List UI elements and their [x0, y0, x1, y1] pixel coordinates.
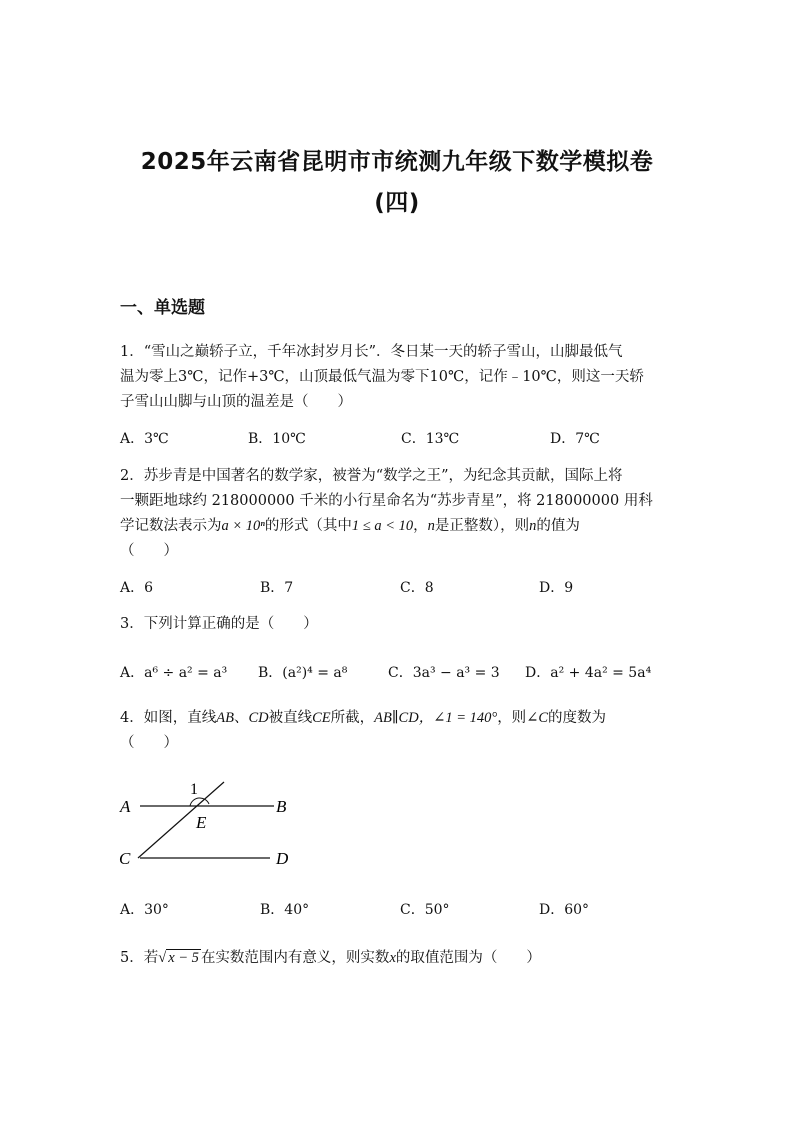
q5-line-1: [120, 946, 680, 971]
q4-line-1: [120, 706, 680, 731]
q4-option-b[interactable]: B．40°: [260, 902, 310, 918]
label-e: E: [196, 813, 207, 832]
q4-math-ce: CE: [312, 710, 331, 726]
q2-option-a[interactable]: A．6: [120, 580, 154, 596]
section-heading: 一、单选题: [120, 298, 205, 318]
label-d: D: [276, 849, 289, 868]
q4-math-condition: AB∥CD，∠1 = 140°: [374, 710, 498, 726]
label-a: A: [120, 797, 131, 816]
q4-text: 的度数为: [548, 710, 607, 726]
q2-math-sci: a × 10ⁿ: [221, 518, 265, 534]
q5-text: 5．若: [120, 950, 159, 966]
q2-options: [120, 577, 680, 599]
q1-options: [120, 428, 680, 450]
label-b: B: [276, 797, 287, 816]
q4-text: 、: [233, 710, 249, 726]
q4-option-d[interactable]: D．60°: [539, 902, 590, 918]
q5-text: 在实数范围内有意义，则实数: [200, 950, 390, 966]
q4-math-ab: AB: [216, 710, 234, 726]
page-subtitle: (四): [374, 190, 420, 216]
q3-option-a[interactable]: A．a⁶ ÷ a² = a³: [120, 665, 228, 681]
q2-text: ，: [413, 518, 428, 534]
q1-option-a[interactable]: A．3℃: [120, 431, 169, 447]
label-angle-1: 1: [190, 781, 198, 798]
q2-option-b[interactable]: B．7: [260, 580, 294, 596]
q4-figure: [116, 778, 306, 873]
q1-line-3: 子雪山山脚与山顶的温差是（ ）: [120, 394, 352, 410]
question-5: [120, 946, 680, 971]
q3-stem: 3．下列计算正确的是（ ）: [120, 616, 318, 632]
angle-1-arc: [190, 798, 209, 806]
q1-line-1: 1．“雪山之巅轿子立，千年冰封岁月长”．冬日某一天的轿子雪山，山脚最低气: [120, 344, 623, 360]
q2-text: 的值为: [536, 518, 580, 534]
q4-math-angle-c: ∠C: [526, 710, 549, 726]
q2-option-d[interactable]: D．9: [539, 580, 574, 596]
q2-math-n: n: [427, 518, 435, 534]
page-title: 2025年云南省昆明市市统测九年级下数学模拟卷: [140, 149, 654, 175]
q5-math-sqrt: x − 5: [168, 950, 199, 966]
question-4: [120, 706, 680, 756]
q4-text: 被直线: [268, 710, 313, 726]
q2-option-c[interactable]: C．8: [400, 580, 434, 596]
q3-option-b[interactable]: B．(a²)⁴ = a⁸: [258, 665, 348, 681]
q4-option-a[interactable]: A．30°: [120, 902, 169, 918]
q2-line-1: 2．苏步青是中国著名的数学家，被誉为“数学之王”，为纪念其贡献，国际上将: [120, 468, 623, 484]
q1-line-2: 温为零上3℃，记作+3℃，山顶最低气温为零下10℃，记作﹣10℃，则这一天轿: [120, 369, 644, 385]
q2-line-2: 一颗距地球约 218000000 千米的小行星命名为“苏步青星”，将 218000000 用科: [120, 493, 653, 509]
q4-option-c[interactable]: C．50°: [400, 902, 450, 918]
q5-text: 的取值范围为（ ）: [395, 950, 541, 966]
q2-line-4: （ ）: [120, 543, 178, 559]
q3-option-c[interactable]: C．3a³ − a³ = 3: [388, 665, 500, 681]
q4-text: 4．如图，直线: [120, 710, 217, 726]
q2-math-n: n: [529, 518, 537, 534]
question-3: [120, 612, 680, 637]
q3-option-d[interactable]: D．a² + 4a² = 5a⁴: [525, 665, 652, 681]
q2-text: 的形式（其中: [264, 518, 352, 534]
q1-option-c[interactable]: C．13℃: [401, 431, 460, 447]
question-1: [120, 340, 680, 415]
q2-math-range: 1 ≤ a < 10: [351, 518, 414, 534]
q2-text: 是正整数），则: [434, 518, 530, 534]
q4-math-cd: CD: [248, 710, 269, 726]
sqrt-sign: √: [158, 950, 167, 966]
q4-line-2: （ ）: [120, 735, 178, 751]
question-2: [120, 464, 680, 564]
q2-text: 学记数法表示为: [120, 518, 222, 534]
q1-option-b[interactable]: B．10℃: [248, 431, 306, 447]
q5-math-x: x: [389, 950, 396, 966]
q1-option-d[interactable]: D．7℃: [550, 431, 600, 447]
label-c: C: [119, 849, 131, 868]
q2-line-3: [120, 514, 680, 539]
q4-options: [120, 899, 680, 921]
line-ce: [138, 782, 224, 858]
q4-text: 所截，: [330, 710, 375, 726]
q3-options: [120, 662, 680, 684]
q4-text: ，则: [497, 710, 527, 726]
